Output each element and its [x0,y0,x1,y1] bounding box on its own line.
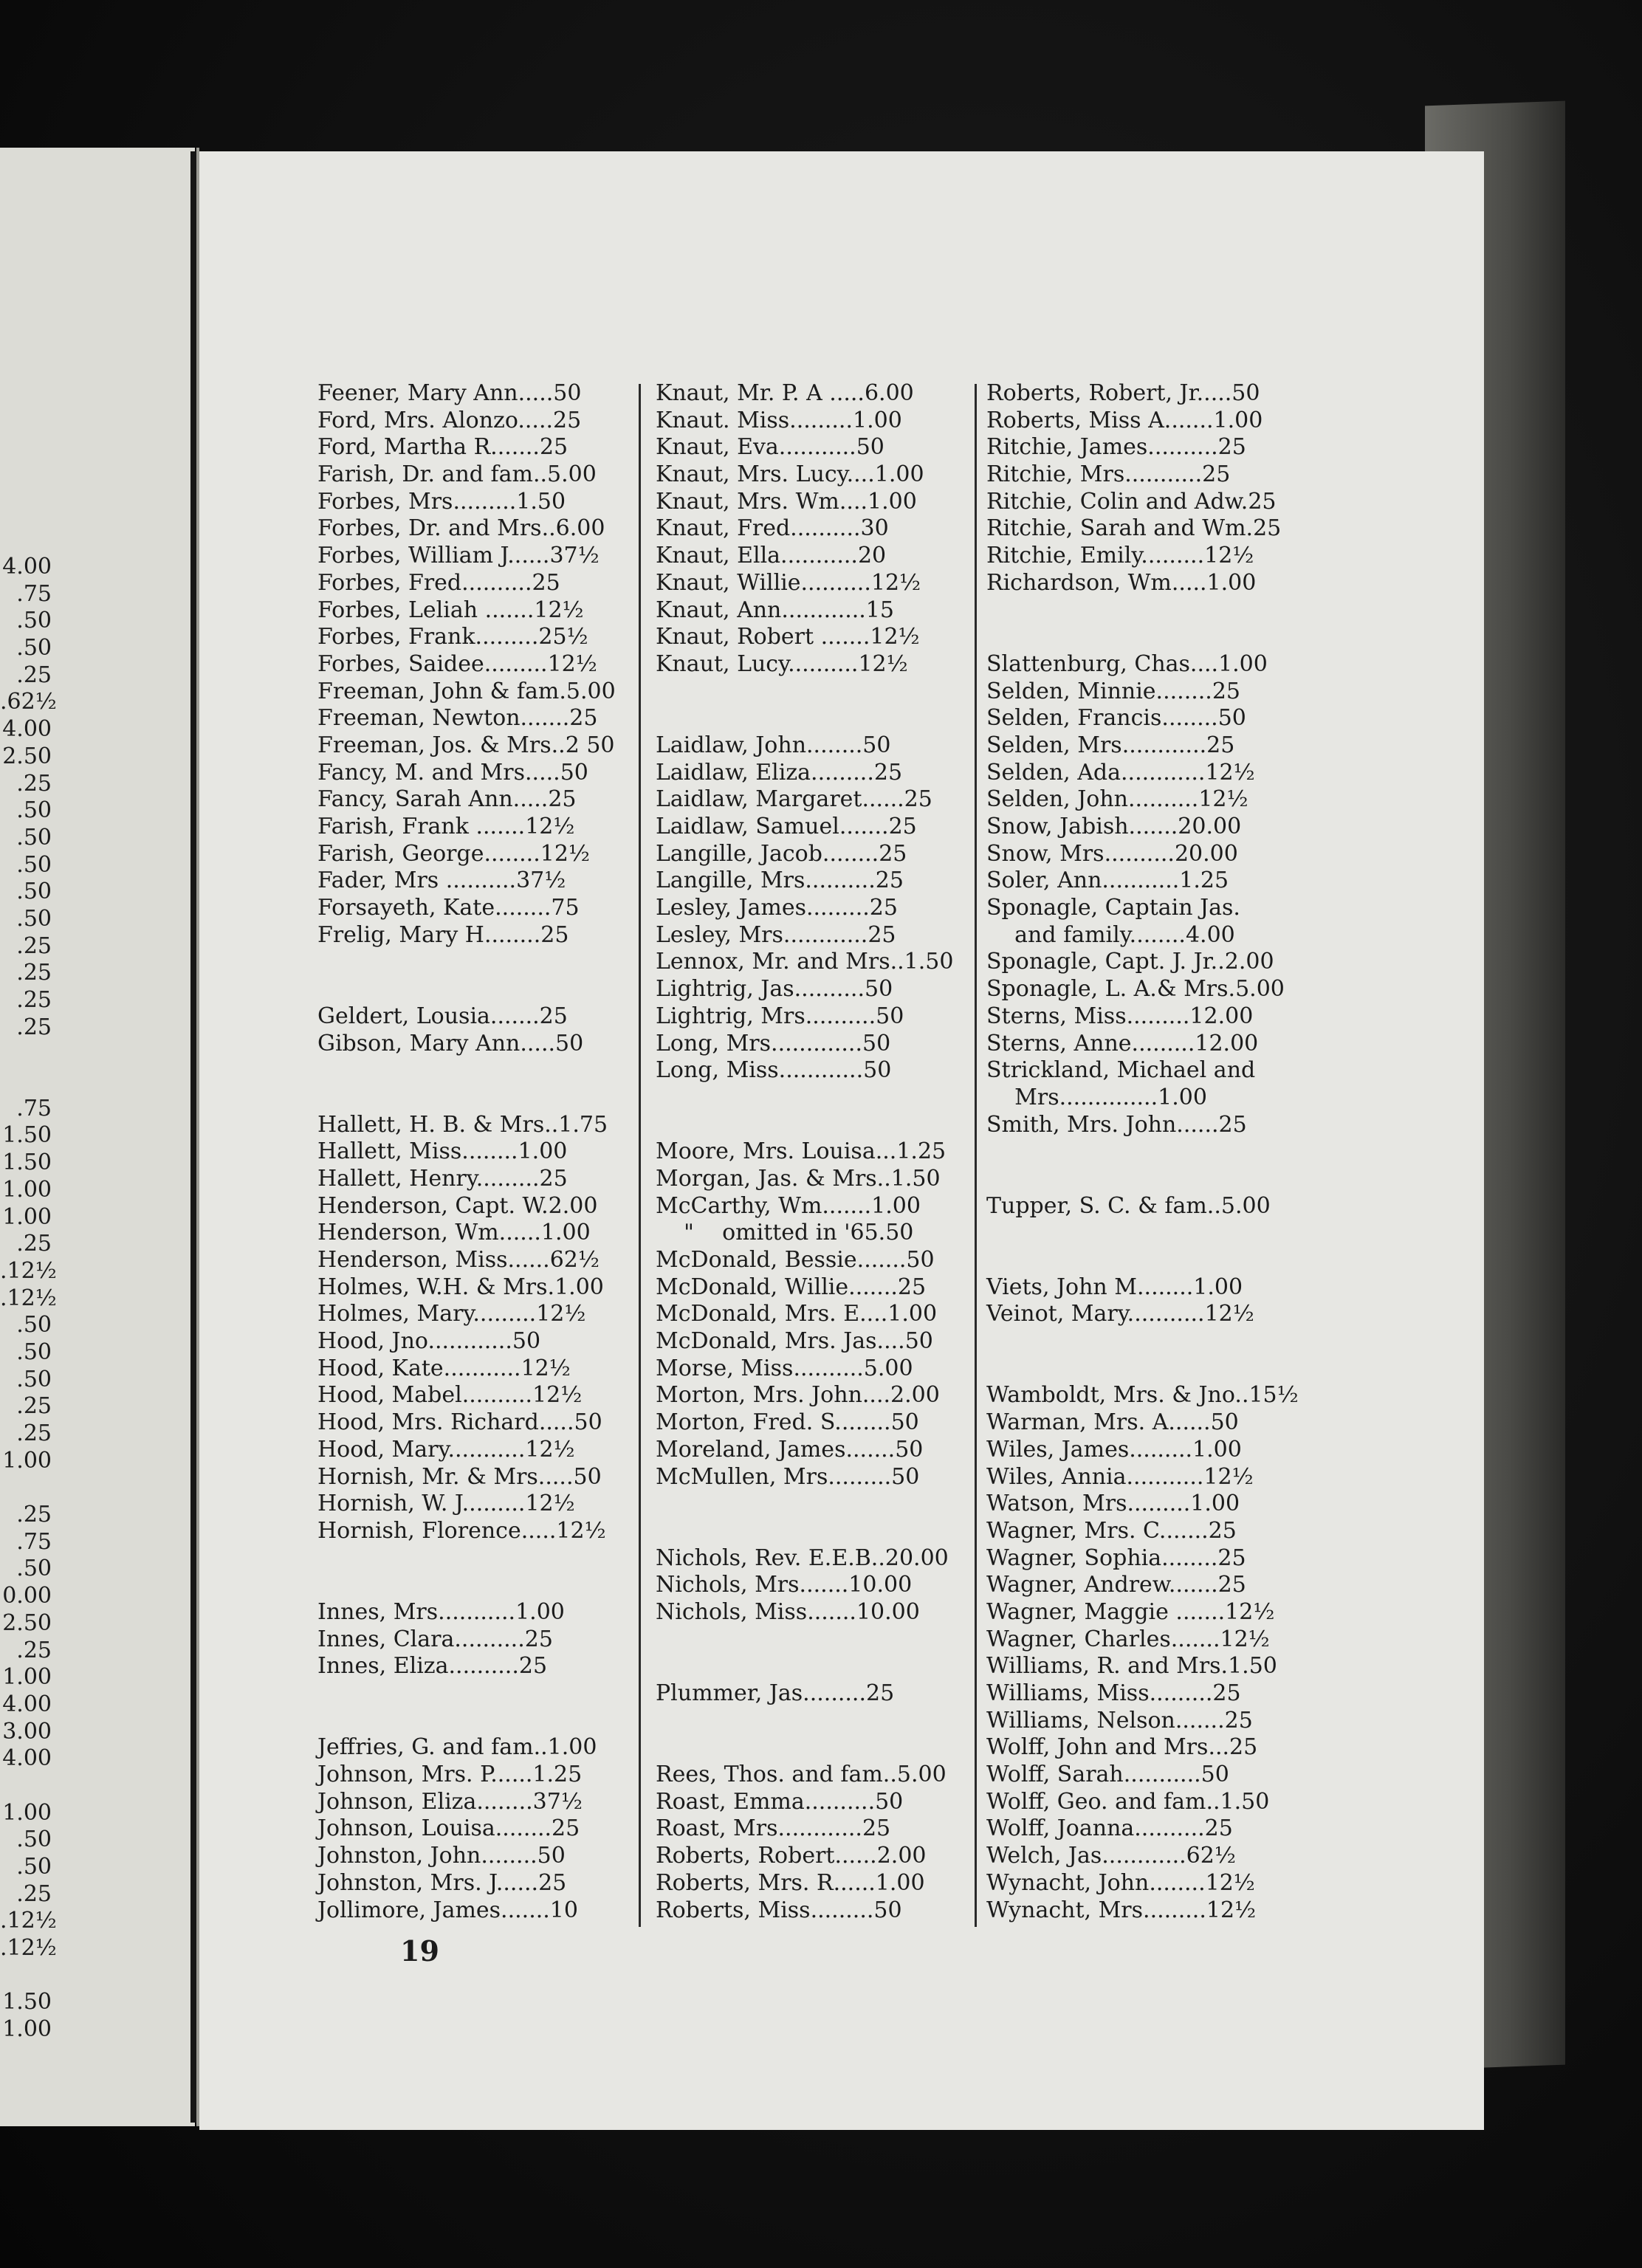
directory-entry: Viets, John M........1.00 [986,1274,1243,1300]
directory-entry: Morton, Mrs. John....2.00 [656,1382,940,1409]
left-page-value: .50 [16,824,52,850]
left-page-value: .25 [16,1637,52,1663]
directory-entry: Freeman, John & fam.5.00 [317,678,616,704]
left-page-value: .50 [16,608,52,634]
directory-entry: Laidlaw, John........50 [656,732,891,758]
directory-entry: Forsayeth, Kate........75 [317,895,580,921]
directory-column-middle [656,380,973,1924]
directory-entry: Hornish, Mr. & Mrs.....50 [317,1463,602,1490]
directory-entry: Forbes, Fred..........25 [317,569,560,596]
directory-entry: Hallett, Henry.........25 [317,1165,568,1192]
directory-entry: Forbes, Dr. and Mrs..6.00 [317,515,605,542]
left-page-value [0,1068,52,1096]
directory-entry: Roberts, Mrs. R......1.00 [656,1869,925,1896]
left-page-value [0,1773,52,1800]
directory-entry: Wagner, Mrs. C.......25 [986,1517,1237,1544]
directory-entry: Johnston, John........50 [317,1843,566,1869]
directory-entry [986,1328,1311,1355]
directory-entry: Nichols, Mrs.......10.00 [656,1572,913,1598]
directory-entry [656,1085,973,1112]
directory-entry: Lennox, Mr. and Mrs..1.50 [656,949,954,975]
directory-entry: Wolff, Sarah...........50 [986,1762,1229,1788]
directory-entry: Hallett, H. B. & Mrs..1.75 [317,1111,608,1138]
left-page-value: 4.00 [2,554,52,580]
directory-entry: Selden, Mrs............25 [986,732,1235,758]
directory-entry: Roberts, Robert......2.00 [656,1843,927,1869]
directory-entry: Jollimore, James.......10 [317,1897,578,1923]
directory-entry: Laidlaw, Samuel.......25 [656,814,917,839]
directory-entry: Lightrig, Mrs..........50 [656,1003,904,1029]
left-page-value: 1.00 [2,1447,52,1474]
directory-entry: Innes, Eliza..........25 [317,1653,548,1680]
directory-entry: Selden, Francis........50 [986,705,1246,732]
directory-entry: Ford, Mrs. Alonzo.....25 [317,407,582,433]
directory-entry: Moore, Mrs. Louisa...1.25 [656,1138,947,1165]
left-page-value: .75 [16,580,52,607]
directory-entry: Knaut, Ella...........20 [656,543,887,569]
directory-entry: Morton, Fred. S........50 [656,1409,919,1436]
directory-entry [317,1085,635,1112]
directory-entry: Jeffries, G. and fam..1.00 [317,1734,597,1761]
directory-entry [656,1491,973,1518]
directory-entry: Hood, Mrs. Richard.....50 [317,1409,602,1436]
left-page-value: .50 [16,635,52,662]
directory-entry: Forbes, Frank.........25½ [317,624,588,650]
left-page-value: .50 [16,1827,52,1853]
directory-entry: Wiles, James.........1.00 [986,1436,1242,1463]
directory-entry: Knaut, Willie..........12½ [656,569,921,596]
directory-entry: Innes, Clara..........25 [317,1626,553,1652]
directory-entry: Roast, Emma..........50 [656,1788,904,1815]
directory-entry: Wolff, Geo. and fam..1.50 [986,1788,1270,1815]
directory-entry: Knaut, Lucy..........12½ [656,650,908,677]
left-page-value: .25 [16,1014,52,1040]
directory-entry [656,1708,973,1735]
directory-entry [317,949,635,976]
directory-entry [317,1572,635,1599]
directory-entry: Gibson, Mary Ann.....50 [317,1030,584,1056]
left-page-fragment [0,148,195,2126]
directory-entry [317,976,635,1003]
directory-entry: Roberts, Miss.........50 [656,1897,902,1923]
directory-entry: McDonald, Bessie.......50 [656,1247,935,1273]
directory-entry: Knaut, Robert .......12½ [656,624,920,650]
directory-entry: Wagner, Charles.......12½ [986,1626,1270,1652]
directory-entry [656,1653,973,1680]
directory-entry [986,1166,1311,1193]
directory-entry: Knaut, Mr. P. A .....6.00 [656,380,914,406]
directory-entry: Wynacht, Mrs.........12½ [986,1897,1257,1923]
directory-entry: Geldert, Lousia.......25 [317,1003,568,1029]
left-page-value: 1.00 [2,1203,52,1230]
directory-entry: and family........4.00 [986,921,1235,948]
directory-entry: Morse, Miss..........5.00 [656,1355,913,1381]
directory-entry [656,1112,973,1139]
directory-column-left [317,380,635,1924]
left-page-value: .25 [16,960,52,986]
directory-entry: Wolff, John and Mrs...25 [986,1734,1258,1761]
left-page-value: .12½ [0,1935,57,1962]
left-page-value: .50 [16,797,52,824]
directory-entry: Lightrig, Jas..........50 [656,976,893,1003]
directory-entry: Knaut. Miss.........1.00 [656,407,902,433]
directory-entry: Ritchie, James..........25 [986,434,1246,461]
left-page-value [0,1962,52,1990]
directory-entry: Freeman, Jos. & Mrs..2 50 [317,732,615,758]
directory-entry: Ritchie, Colin and Adw.25 [986,488,1277,515]
directory-entry: Laidlaw, Eliza.........25 [656,759,903,786]
directory-entry: McMullen, Mrs.........50 [656,1463,920,1490]
left-page-value: 1.50 [2,1122,52,1149]
directory-entry: Fader, Mrs ..........37½ [317,867,566,894]
directory-entry [656,1626,973,1654]
directory-entry: Hood, Kate...........12½ [317,1355,571,1381]
left-page-value: .50 [16,1556,52,1582]
left-page-value: .25 [16,662,52,688]
directory-entry [656,1518,973,1545]
directory-entry: Hornish, Florence.....12½ [317,1517,606,1544]
directory-entry: McCarthy, Wm.......1.00 [656,1192,921,1219]
left-page-value [0,1041,52,1068]
directory-entry: Langille, Jacob........25 [656,840,907,867]
left-page-value: 4.00 [2,1691,52,1717]
directory-entry: Johnston, Mrs. J......25 [317,1869,567,1896]
directory-entry: Henderson, Miss......62½ [317,1247,600,1273]
directory-entry: Sponagle, L. A.& Mrs.5.00 [986,976,1285,1003]
left-page-value: 4.00 [2,1745,52,1772]
directory-entry: Forbes, Saidee.........12½ [317,650,597,677]
directory-entry: Soler, Ann...........1.25 [986,867,1229,894]
directory-entry: Farish, Dr. and fam..5.00 [317,461,597,488]
left-page-value: .25 [16,770,52,797]
directory-entry: Henderson, Capt. W.2.00 [317,1192,598,1219]
left-page-value: .50 [16,1312,52,1339]
left-page-value: 1.50 [2,1150,52,1176]
left-page-value: 4.00 [2,716,52,743]
directory-entry: Watson, Mrs.........1.00 [986,1491,1240,1517]
directory-entry: Sponagle, Captain Jas. [986,895,1240,921]
left-page-value: .50 [16,1339,52,1365]
directory-entry: Morgan, Jas. & Mrs..1.50 [656,1165,941,1192]
directory-entry: Williams, Nelson.......25 [986,1707,1253,1733]
directory-entry: Hood, Mabel..........12½ [317,1382,583,1409]
directory-entry: Henderson, Wm......1.00 [317,1220,591,1246]
directory-entry: Lesley, Mrs............25 [656,921,896,948]
left-page-value: .50 [16,851,52,878]
left-page-value: 1.50 [2,1989,52,2016]
directory-entry: Freeman, Newton.......25 [317,705,598,732]
directory-entry: Ritchie, Emily.........12½ [986,543,1254,569]
directory-entry [656,705,973,732]
directory-entry: Warman, Mrs. A......50 [986,1409,1239,1436]
directory-entry: Mrs..............1.00 [986,1084,1207,1110]
directory-entry: Moreland, James.......50 [656,1436,924,1463]
left-page-value: 1.00 [2,1799,52,1826]
directory-entry: Feener, Mary Ann.....50 [317,380,582,406]
left-page-value: 0.00 [2,1583,52,1609]
directory-entry: Wagner, Andrew.......25 [986,1572,1246,1598]
directory-entry [986,1247,1311,1274]
directory-entry [986,1355,1311,1383]
directory-entry: Sterns, Anne.........12.00 [986,1030,1259,1056]
directory-entry [986,1220,1311,1247]
directory-entry [986,624,1311,651]
directory-entry: Wagner, Maggie .......12½ [986,1598,1275,1625]
directory-entry: Roberts, Robert, Jr.....50 [986,380,1260,406]
directory-entry: Hood, Mary...........12½ [317,1436,575,1463]
left-page-value: 2.50 [2,1609,52,1636]
directory-entry: Knaut, Mrs. Lucy....1.00 [656,461,924,488]
left-page-value: .75 [16,1095,52,1121]
directory-entry: Knaut, Ann............15 [656,597,894,623]
directory-entry: Lesley, James.........25 [656,895,898,921]
directory-entry: Roberts, Miss A.......1.00 [986,407,1263,433]
directory-entry: Farish, Frank .......12½ [317,814,575,839]
directory-entry: Wiles, Annia...........12½ [986,1463,1254,1490]
left-page-value: .12½ [0,1908,57,1934]
directory-entry: McDonald, Mrs. E....1.00 [656,1301,938,1327]
directory-entry: Nichols, Miss.......10.00 [656,1598,920,1625]
left-page-value: .12½ [0,1285,57,1311]
directory-entry: Snow, Mrs..........20.00 [986,840,1238,867]
directory-entry: Knaut, Fred..........30 [656,515,889,542]
directory-entry [317,1680,635,1708]
directory-entry: Johnson, Louisa........25 [317,1815,580,1842]
directory-entry: Knaut, Eva...........50 [656,434,884,461]
directory-entry: McDonald, Willie.......25 [656,1274,927,1300]
directory-entry: Holmes, W.H. & Mrs.1.00 [317,1274,604,1300]
directory-entry: Richardson, Wm.....1.00 [986,569,1257,596]
directory-entry: Tupper, S. C. & fam..5.00 [986,1192,1271,1219]
directory-entry: " omitted in '65.50 [656,1220,914,1246]
left-page-value: 1.00 [2,1176,52,1203]
directory-entry: Smith, Mrs. John......25 [986,1111,1247,1138]
directory-entry: Ford, Martha R.......25 [317,434,568,461]
directory-entry [317,1708,635,1735]
directory-entry [656,678,973,706]
column-divider-1 [639,384,641,1927]
directory-entry [986,1138,1311,1166]
directory-entry: Williams, R. and Mrs.1.50 [986,1653,1277,1680]
directory-entry: Frelig, Mary H........25 [317,921,569,948]
directory-entry: Long, Miss............50 [656,1057,892,1084]
directory-entry: Long, Mrs.............50 [656,1030,891,1056]
left-page-value: .25 [16,987,52,1013]
left-page-value: 3.00 [2,1718,52,1745]
left-page-value: .25 [16,1231,52,1257]
left-page-value: .25 [16,1880,52,1907]
left-page-value: .25 [16,1502,52,1528]
directory-entry: Ritchie, Sarah and Wm.25 [986,515,1282,542]
directory-entry: Laidlaw, Margaret......25 [656,786,932,813]
directory-entry [656,1734,973,1762]
directory-entry: Strickland, Michael and [986,1057,1256,1084]
directory-entry: Veinot, Mary...........12½ [986,1301,1254,1327]
column-divider-2 [975,384,977,1927]
directory-entry: Wynacht, John........12½ [986,1869,1255,1896]
left-page-value [0,1474,52,1502]
left-page-value: 2.50 [2,743,52,769]
left-page-value: .50 [16,1854,52,1880]
directory-entry: Williams, Miss.........25 [986,1680,1241,1706]
directory-entry: Ritchie, Mrs...........25 [986,461,1231,488]
directory-entry: Wamboldt, Mrs. & Jno..15½ [986,1382,1299,1409]
left-page-value: 1.00 [2,2016,52,2043]
left-page-value: 1.00 [2,1664,52,1691]
directory-entry: Knaut, Mrs. Wm....1.00 [656,488,917,515]
directory-entry: Selden, John..........12½ [986,786,1248,813]
directory-entry [317,1057,635,1085]
directory-entry: Wolff, Joanna..........25 [986,1815,1233,1842]
left-page-value: .25 [16,1420,52,1446]
directory-entry: Forbes, Leliah .......12½ [317,597,584,623]
left-page-value: .50 [16,905,52,932]
directory-entry: Forbes, William J......37½ [317,543,600,569]
left-page-value: .62½ [0,689,57,715]
left-page-value: .25 [16,932,52,959]
directory-entry: Selden, Minnie........25 [986,678,1241,704]
directory-entry: Sterns, Miss.........12.00 [986,1003,1254,1029]
directory-entry: Hallett, Miss........1.00 [317,1138,568,1165]
directory-entry: Nichols, Rev. E.E.B..20.00 [656,1544,949,1571]
left-page-value: .50 [16,879,52,905]
left-page-value: .12½ [0,1257,57,1284]
directory-entry: Welch, Jas............62½ [986,1843,1236,1869]
directory-column-right [986,380,1311,1924]
directory-entry: Innes, Mrs...........1.00 [317,1598,565,1625]
directory-entry: Plummer, Jas.........25 [656,1680,895,1706]
directory-entry: Wagner, Sophia........25 [986,1544,1246,1571]
directory-entry [317,1545,635,1573]
page-number: 19 [400,1934,439,1968]
directory-entry: Hood, Jno............50 [317,1328,541,1355]
directory-entry: Slattenburg, Chas....1.00 [986,650,1268,677]
directory-entry: Fancy, M. and Mrs.....50 [317,759,588,786]
directory-entry: Johnson, Eliza........37½ [317,1788,583,1815]
directory-entry: Forbes, Mrs.........1.50 [317,488,566,515]
directory-entry: Roast, Mrs............25 [656,1815,891,1842]
directory-entry: Rees, Thos. and fam..5.00 [656,1762,947,1788]
directory-entry: Johnson, Mrs. P......1.25 [317,1762,583,1788]
left-page-value: .75 [16,1528,52,1555]
directory-entry: Farish, George........12½ [317,840,591,867]
directory-entry: Hornish, W. J.........12½ [317,1491,575,1517]
directory-entry [986,597,1311,625]
directory-entry: Holmes, Mary.........12½ [317,1301,586,1327]
directory-entry: Selden, Ada............12½ [986,759,1255,786]
directory-entry: Langille, Mrs..........25 [656,867,904,894]
directory-entry: Snow, Jabish.......20.00 [986,814,1242,839]
left-page-values [0,554,57,2044]
left-page-edge [190,151,196,2123]
left-page-value: .25 [16,1393,52,1420]
directory-entry: Fancy, Sarah Ann.....25 [317,786,577,813]
directory-entry: Sponagle, Capt. J. Jr..2.00 [986,949,1274,975]
left-page-value: .50 [16,1366,52,1392]
directory-entry: McDonald, Mrs. Jas....50 [656,1328,933,1355]
